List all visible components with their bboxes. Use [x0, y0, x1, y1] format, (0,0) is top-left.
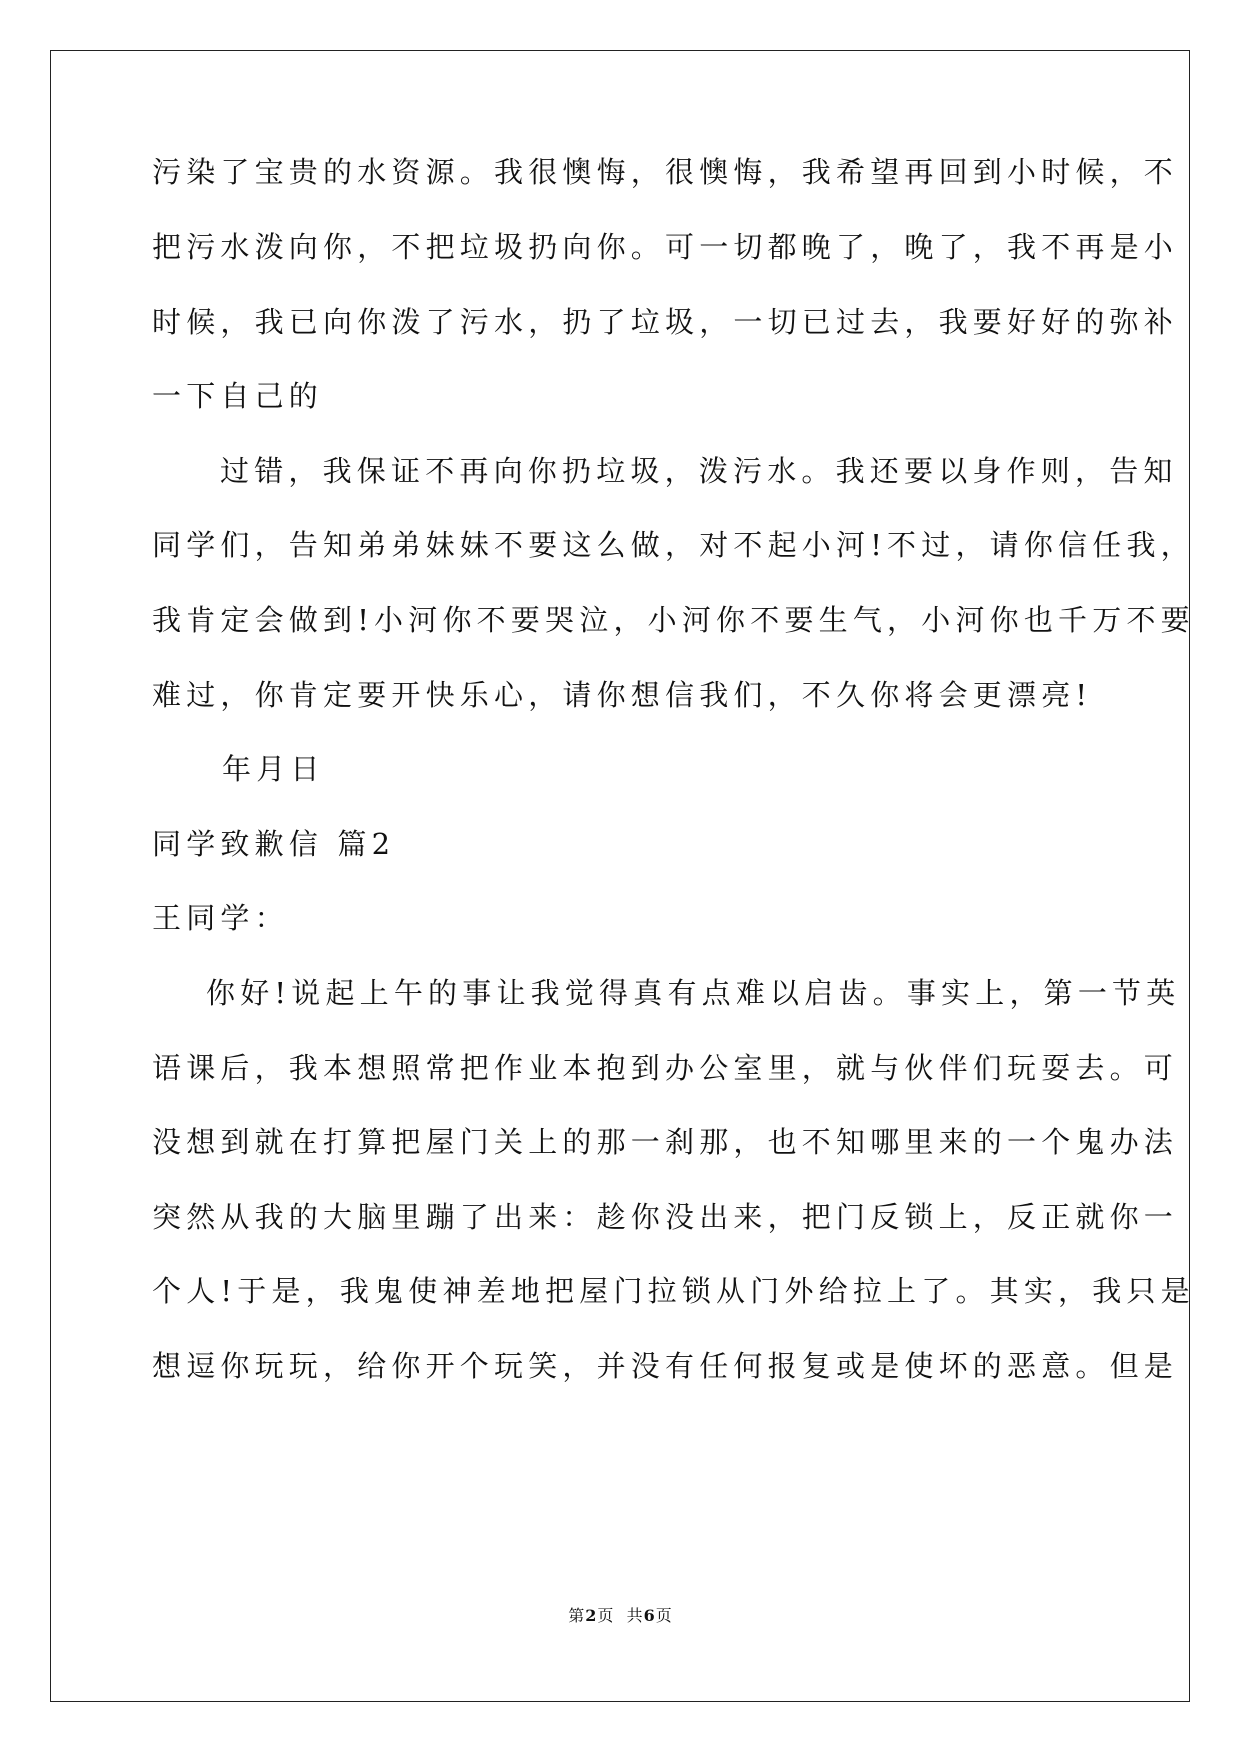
page-border: [50, 50, 1190, 1702]
section-heading: 同学致歉信 篇2: [152, 827, 396, 861]
text-line: 语课后，我本想照常把作业本抱到办公室里，就与伙伴们玩耍去。可: [152, 1051, 1179, 1085]
footer-suffix: 页: [655, 1606, 673, 1625]
text-line: 把污水泼向你，不把垃圾扔向你。可一切都晚了，晚了，我不再是小: [152, 230, 1179, 264]
total-page-number: 6: [643, 1606, 656, 1625]
text-line: 个人!于是，我鬼使神差地把屋门拉锁从门外给拉上了。其实，我只是: [152, 1274, 1195, 1308]
paragraph-first-line: 过错，我保证不再向你扔垃圾，泼污水。我还要以身作则，告知: [220, 454, 1178, 488]
paragraph-first-line: 你好!说起上午的事让我觉得真有点难以启齿。事实上，第一节英: [206, 976, 1181, 1010]
text-line: 想逗你玩玩，给你开个玩笑，并没有任何报复或是使坏的恶意。但是: [152, 1349, 1179, 1383]
salutation: 王同学：: [152, 901, 289, 935]
text-line: 没想到就在打算把屋门关上的那一刹那，也不知哪里来的一个鬼办法: [152, 1125, 1179, 1159]
text-line: 难过，你肯定要开快乐心，请你想信我们，不久你将会更漂亮!: [152, 678, 1093, 712]
text-line: 突然从我的大脑里蹦了出来：趁你没出来，把门反锁上，反正就你一: [152, 1200, 1179, 1234]
text-line: 一下自己的: [152, 379, 324, 413]
footer-prefix: 第: [568, 1606, 586, 1625]
text-line: 同学们，告知弟弟妹妹不要这么做，对不起小河!不过，请你信任我，: [152, 528, 1195, 562]
text-line: 我肯定会做到!小河你不要哭泣，小河你不要生气，小河你也千万不要: [152, 603, 1195, 637]
text-line: 污染了宝贵的水资源。我很懊悔，很懊悔，我希望再回到小时候，不: [152, 155, 1179, 189]
text-line: 时候，我已向你泼了污水，扔了垃圾，一切已过去，我要好好的弥补: [152, 305, 1179, 339]
date-line: 年月日: [222, 752, 325, 786]
current-page-number: 2: [585, 1606, 598, 1625]
page-number-footer: [0, 1606, 1241, 1626]
footer-mid: 页 共: [597, 1606, 644, 1625]
